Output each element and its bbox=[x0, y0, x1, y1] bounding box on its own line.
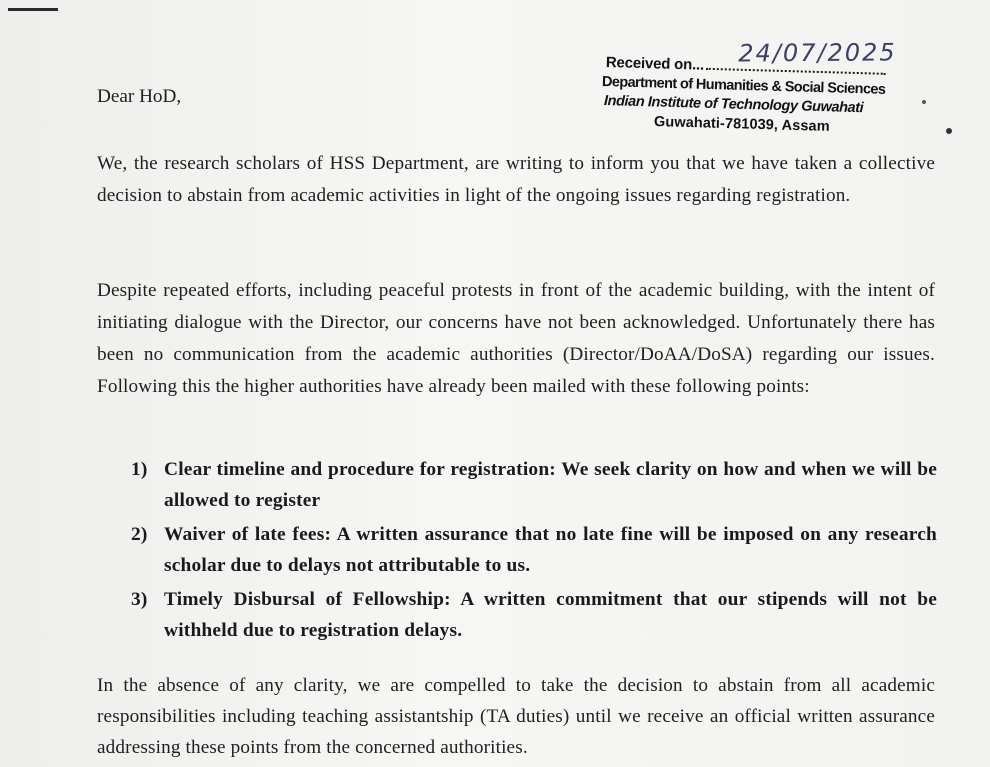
demand-item bbox=[131, 455, 937, 516]
demand-text: Clear timeline and procedure for registration: We seek clarity on how and when we will be allowed to register bbox=[164, 459, 937, 511]
ink-speck bbox=[946, 128, 952, 134]
corner-pen-mark bbox=[8, 8, 58, 11]
demands-list bbox=[131, 455, 937, 650]
stamp-handwritten-date: 24/07/2025 bbox=[738, 38, 897, 68]
stamp-received-label: Received on... bbox=[605, 54, 705, 74]
demand-number: 3) bbox=[131, 589, 148, 610]
paragraph-context: Despite repeated efforts, including peaceful protests in front of the academic building, with the intent of initiating dialogue with the Director, our concerns have not been acknowledged. Unfortunately there has been no communication from the academic authorities (Director/DoAA/DoSA) regarding our issues. Following this the higher authorities have already been mailed with these following points: bbox=[97, 280, 935, 397]
stamp-department: Department of Humanities & Social Sciences bbox=[601, 74, 886, 98]
stamp-city: Guwahati-781039, Assam bbox=[653, 114, 830, 135]
stamp-institute: Indian Institute of Technology Guwahati bbox=[603, 93, 864, 117]
paragraph-intro: We, the research scholars of HSS Department, are writing to inform you that we have taken a collective decision to abstain from academic activities in light of the ongoing issues regarding registration. bbox=[97, 153, 935, 206]
demand-item bbox=[131, 520, 937, 581]
salutation: Dear HoD, bbox=[97, 86, 182, 107]
demand-item bbox=[131, 585, 937, 646]
demand-number: 1) bbox=[131, 459, 148, 480]
demand-number: 2) bbox=[131, 524, 148, 545]
ink-speck bbox=[922, 100, 926, 104]
paragraph-decision: In the absence of any clarity, we are compelled to take the decision to abstain from all academic responsibilities including teaching assistantship (TA duties) until we receive an official written assurance addressing these points from the concerned authorities. bbox=[97, 675, 935, 758]
demand-text: Timely Disbursal of Fellowship: A written commitment that our stipends will not be withheld due to registration delays. bbox=[164, 589, 937, 641]
demand-text: Waiver of late fees: A written assurance that no late fine will be imposed on any research scholar due to delays not attributable to us. bbox=[164, 524, 937, 576]
